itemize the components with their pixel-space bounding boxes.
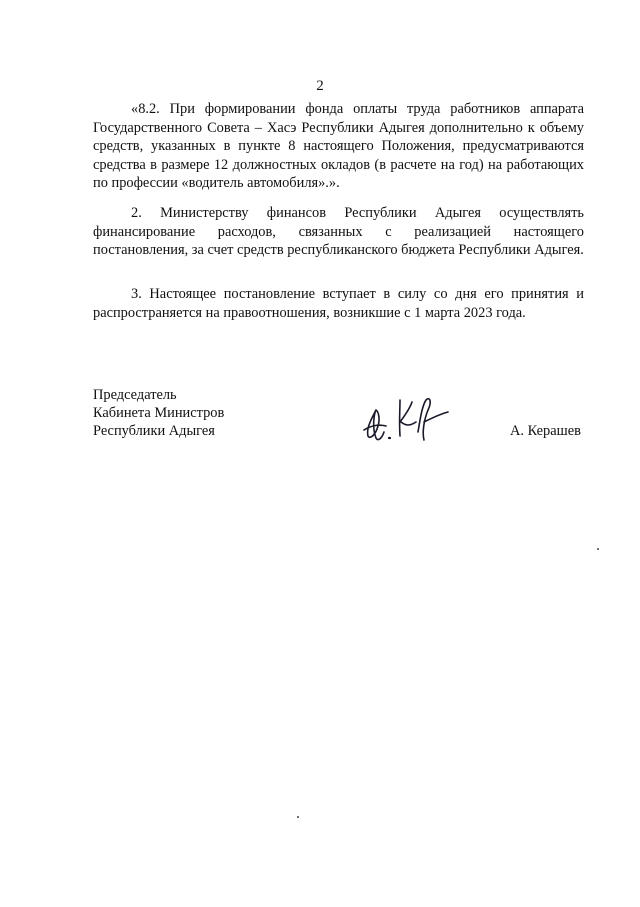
scan-speck (597, 548, 599, 550)
scan-speck (297, 816, 299, 818)
signatory-title-line: Республики Адыгея (93, 423, 215, 440)
signatory-title-line: Кабинета Министров (93, 405, 225, 422)
paragraph-text: 2. Министерству финансов Республики Адыгея осуществлять финансирование расходов, связанных с реализацией настоящего постановления, за счет средств республиканского бюджета Республики Адыгея. (93, 205, 584, 259)
paragraph-text: «8.2. При формировании фонда оплаты труда работников аппарата Государственного Совета – Хасэ Республики Адыгея дополнительно к объему средств, указанных в пункте 8 настоящего Положения, предусматриваются средства в размере 12 должностных окладов (в расчете на год) на работающих по профессии «водитель автомобиля».». (93, 101, 584, 192)
page-number: 2 (316, 78, 324, 94)
paragraph-2-financing (93, 204, 584, 260)
signatory-title-line: Председатель (93, 387, 177, 403)
paragraph-amendment-8-2 (93, 100, 584, 193)
paragraph-text: 3. Настоящее постановление вступает в силу со дня его принятия и распространяется на правоотношения, возникшие с 1 марта 2023 года. (93, 286, 584, 321)
paragraph-3-effective-date (93, 285, 584, 322)
signatory-title-block (93, 386, 224, 441)
handwritten-signature-icon (360, 392, 460, 448)
signer-name: А. Керашев (510, 423, 581, 439)
